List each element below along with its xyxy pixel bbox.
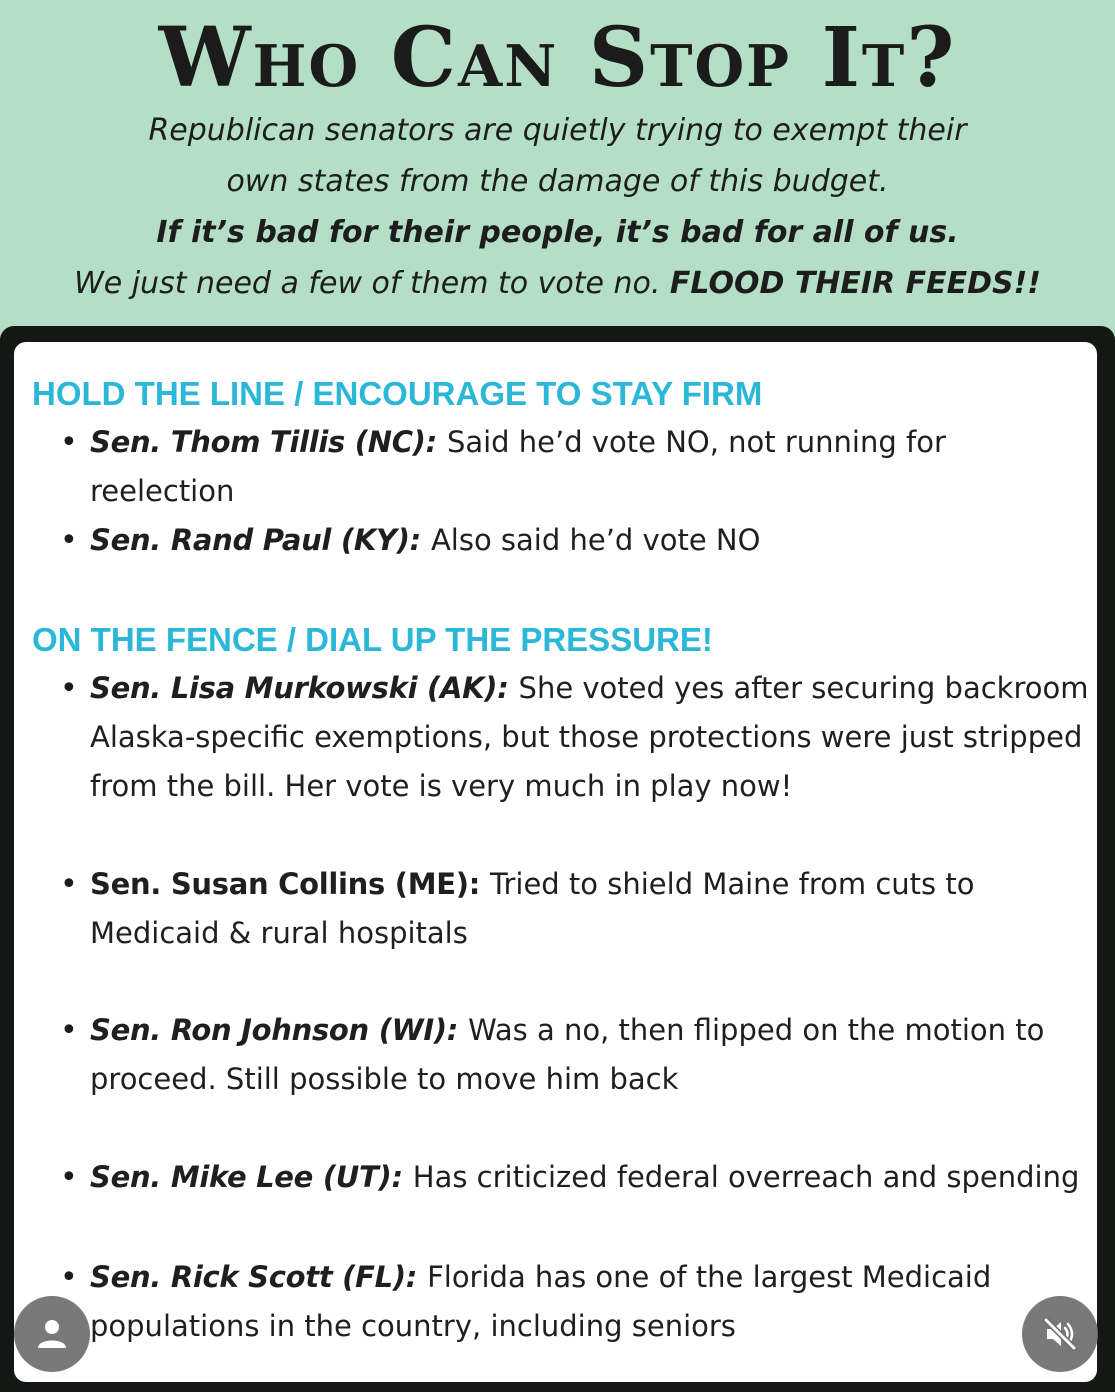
subtitle-line-1: Republican senators are quietly trying to exempt their [148, 113, 967, 148]
item-text [90, 1006, 1090, 1104]
item-text [90, 418, 1090, 516]
senator-note: Also said he’d vote NO [430, 523, 761, 557]
senator-note: Was a no, then flipped on the motion to proceed. Still possible to move him back [90, 1013, 1045, 1096]
senator-name: Sen. Thom Tillis (NC): [90, 425, 437, 459]
senator-name: Sen. Ron Johnson (WI): [90, 1013, 459, 1047]
senator-name: Sen. Rand Paul (KY): [90, 523, 421, 557]
subtitle-line-2: own states from the damage of this budget. [226, 164, 889, 199]
senator-note: Has criticized federal overreach and spending [412, 1160, 1080, 1194]
call-to-action: FLOOD THEIR FEEDS!! [669, 266, 1041, 301]
bullet: • [60, 523, 78, 558]
header-banner [0, 0, 1115, 330]
senator-note: Tried to shield Maine from cuts to Medicaid & rural hospitals [90, 867, 975, 950]
page-title: Who Can Stop It? [158, 10, 957, 106]
user-profile-button[interactable] [14, 1296, 90, 1372]
senator-name: Sen. Lisa Murkowski (AK): [90, 671, 509, 705]
senator-list-card [14, 342, 1097, 1382]
user-icon [34, 1316, 70, 1352]
item-text [90, 664, 1090, 811]
item-text [90, 860, 1090, 958]
senator-name: Sen. Mike Lee (UT): [90, 1160, 403, 1194]
speaker-muted-icon [1040, 1314, 1080, 1354]
senator-name: Sen. Rick Scott (FL): [90, 1260, 418, 1294]
subtitle-line-4 [0, 264, 1115, 304]
section-heading-hold-the-line: HOLD THE LINE / ENCOURAGE TO STAY FIRM [32, 375, 763, 412]
item-text [90, 1153, 1090, 1202]
senator-name: Sen. Susan Collins (ME): [90, 867, 481, 901]
senator-note: Florida has one of the largest Medicaid populations in the country, including seniors [90, 1260, 992, 1343]
bullet: • [60, 425, 78, 460]
senator-note: She voted yes after securing backroom Alaska-specific exemptions, but those protections were just stripped from the bill. Her vote is very much in play now! [90, 671, 1089, 803]
subtitle-line-3: If it’s bad for their people, it’s bad for all of us. [156, 215, 959, 250]
bullet: • [60, 1260, 78, 1295]
senator-note: Said he’d vote NO, not running for reelection [90, 425, 946, 508]
bullet: • [60, 671, 78, 706]
item-text [90, 1253, 1090, 1351]
subtitle-line-4-text: We just need a few of them to vote no. [74, 266, 670, 301]
bullet: • [60, 867, 78, 902]
bullet: • [60, 1013, 78, 1048]
bullet: • [60, 1160, 78, 1195]
section-heading-on-the-fence: ON THE FENCE / DIAL UP THE PRESSURE! [32, 621, 713, 658]
item-text [90, 516, 1090, 565]
mute-toggle-button[interactable] [1022, 1296, 1098, 1372]
